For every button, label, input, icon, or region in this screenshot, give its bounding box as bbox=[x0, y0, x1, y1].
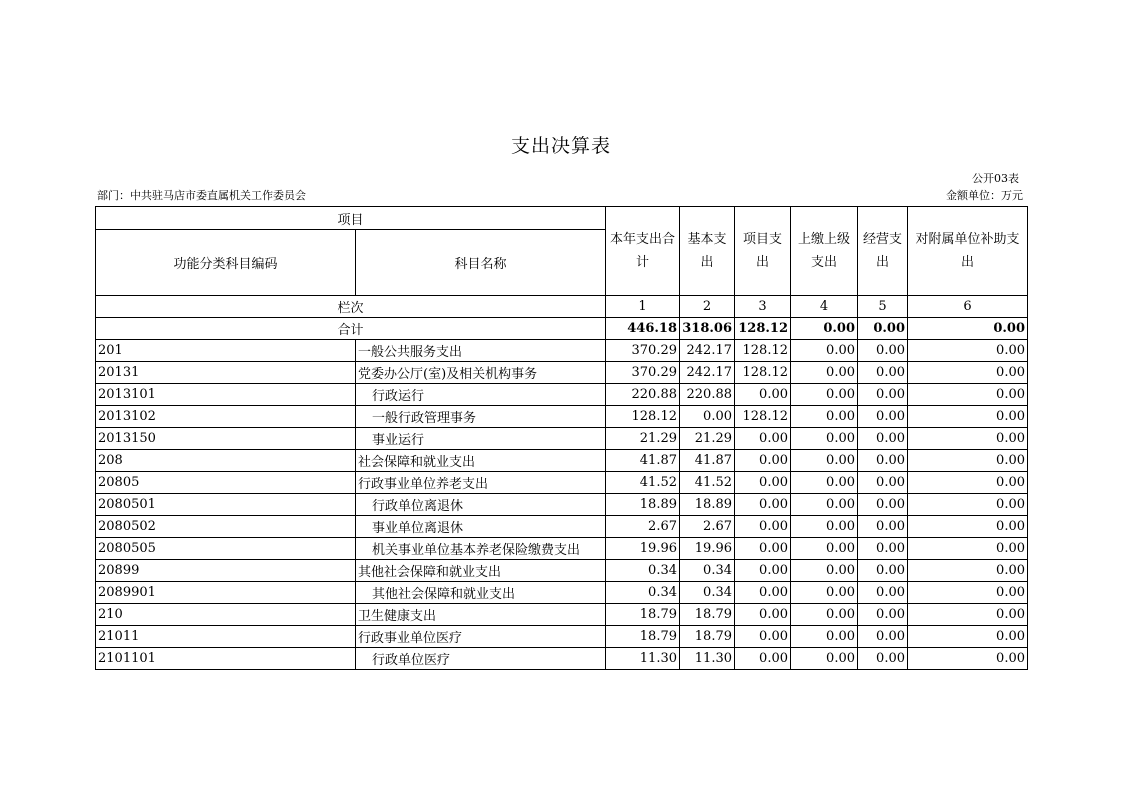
row-code: 2089901 bbox=[96, 582, 356, 604]
header-name: 科目名称 bbox=[356, 230, 606, 296]
row-value: 41.52 bbox=[606, 472, 680, 494]
row-value: 0.00 bbox=[791, 604, 858, 626]
row-value: 128.12 bbox=[735, 340, 791, 362]
row-value: 0.00 bbox=[908, 626, 1028, 648]
header-col-remit: 上缴上级支出 bbox=[791, 207, 858, 296]
row-value: 41.52 bbox=[680, 472, 735, 494]
row-code: 2013102 bbox=[96, 406, 356, 428]
table-row bbox=[96, 384, 1028, 406]
row-value: 242.17 bbox=[680, 340, 735, 362]
row-value: 0.00 bbox=[735, 472, 791, 494]
row-value: 0.00 bbox=[735, 516, 791, 538]
row-name: 行政事业单位养老支出 bbox=[356, 472, 606, 494]
table-row bbox=[96, 428, 1028, 450]
row-code: 2013101 bbox=[96, 384, 356, 406]
form-number: 公开03表 bbox=[972, 172, 1019, 185]
header-col-total: 本年支出合计 bbox=[606, 207, 680, 296]
row-value: 41.87 bbox=[606, 450, 680, 472]
row-value: 128.12 bbox=[606, 406, 680, 428]
row-value: 0.00 bbox=[908, 604, 1028, 626]
row-code: 208 bbox=[96, 450, 356, 472]
unit-label: 金额单位：万元 bbox=[946, 189, 1023, 202]
row-name: 党委办公厅(室)及相关机构事务 bbox=[356, 362, 606, 384]
row-value: 0.00 bbox=[680, 406, 735, 428]
row-value: 0.00 bbox=[858, 362, 908, 384]
row-value: 0.00 bbox=[735, 582, 791, 604]
table-row bbox=[96, 626, 1028, 648]
total-value: 0.00 bbox=[908, 318, 1028, 340]
row-value: 0.00 bbox=[735, 494, 791, 516]
row-value: 0.00 bbox=[908, 428, 1028, 450]
row-value: 18.79 bbox=[680, 626, 735, 648]
row-value: 0.00 bbox=[735, 428, 791, 450]
row-name: 事业单位离退休 bbox=[356, 516, 606, 538]
row-value: 0.00 bbox=[908, 494, 1028, 516]
row-value: 0.00 bbox=[858, 626, 908, 648]
total-value: 0.00 bbox=[791, 318, 858, 340]
table-row bbox=[96, 560, 1028, 582]
row-value: 21.29 bbox=[680, 428, 735, 450]
row-value: 0.00 bbox=[791, 340, 858, 362]
row-code: 21011 bbox=[96, 626, 356, 648]
row-value: 0.00 bbox=[735, 384, 791, 406]
row-value: 0.00 bbox=[791, 582, 858, 604]
row-value: 0.00 bbox=[908, 384, 1028, 406]
row-value: 0.00 bbox=[791, 406, 858, 428]
header-code: 功能分类科目编码 bbox=[96, 230, 356, 296]
row-value: 0.00 bbox=[791, 648, 858, 670]
row-value: 128.12 bbox=[735, 406, 791, 428]
row-value: 11.30 bbox=[680, 648, 735, 670]
row-value: 18.89 bbox=[680, 494, 735, 516]
total-value: 128.12 bbox=[735, 318, 791, 340]
row-value: 0.34 bbox=[606, 582, 680, 604]
row-value: 0.00 bbox=[858, 428, 908, 450]
row-value: 0.00 bbox=[858, 384, 908, 406]
row-value: 0.00 bbox=[908, 582, 1028, 604]
row-value: 0.00 bbox=[791, 472, 858, 494]
row-value: 0.34 bbox=[680, 560, 735, 582]
table-row bbox=[96, 582, 1028, 604]
row-value: 0.00 bbox=[858, 604, 908, 626]
row-value: 0.00 bbox=[858, 516, 908, 538]
row-value: 0.00 bbox=[791, 450, 858, 472]
table-row bbox=[96, 340, 1028, 362]
table-row bbox=[96, 538, 1028, 560]
header-col-subsidy: 对附属单位补助支出 bbox=[908, 207, 1028, 296]
row-value: 0.00 bbox=[908, 560, 1028, 582]
row-value: 41.87 bbox=[680, 450, 735, 472]
row-value: 0.00 bbox=[791, 428, 858, 450]
row-value: 0.00 bbox=[858, 340, 908, 362]
row-value: 0.00 bbox=[791, 538, 858, 560]
row-code: 2080505 bbox=[96, 538, 356, 560]
row-value: 0.00 bbox=[908, 406, 1028, 428]
row-value: 0.00 bbox=[791, 494, 858, 516]
total-label: 合计 bbox=[96, 318, 606, 340]
row-name: 行政单位医疗 bbox=[356, 648, 606, 670]
row-name: 社会保障和就业支出 bbox=[356, 450, 606, 472]
row-name: 行政单位离退休 bbox=[356, 494, 606, 516]
row-code: 2101101 bbox=[96, 648, 356, 670]
row-value: 220.88 bbox=[606, 384, 680, 406]
row-value: 18.79 bbox=[680, 604, 735, 626]
row-code: 20131 bbox=[96, 362, 356, 384]
row-name: 事业运行 bbox=[356, 428, 606, 450]
row-value: 0.00 bbox=[791, 626, 858, 648]
table-row bbox=[96, 494, 1028, 516]
row-value: 0.00 bbox=[791, 560, 858, 582]
row-value: 0.00 bbox=[735, 626, 791, 648]
row-value: 370.29 bbox=[606, 340, 680, 362]
row-value: 0.00 bbox=[858, 560, 908, 582]
row-value: 0.00 bbox=[791, 516, 858, 538]
row-value: 0.34 bbox=[680, 582, 735, 604]
total-value: 0.00 bbox=[858, 318, 908, 340]
table-row bbox=[96, 648, 1028, 670]
table-row bbox=[96, 472, 1028, 494]
row-value: 11.30 bbox=[606, 648, 680, 670]
row-value: 19.96 bbox=[680, 538, 735, 560]
row-value: 370.29 bbox=[606, 362, 680, 384]
row-code: 20899 bbox=[96, 560, 356, 582]
row-value: 0.00 bbox=[858, 472, 908, 494]
row-code: 20805 bbox=[96, 472, 356, 494]
row-value: 2.67 bbox=[606, 516, 680, 538]
header-col-num: 1 bbox=[606, 296, 680, 318]
row-value: 242.17 bbox=[680, 362, 735, 384]
total-value: 318.06 bbox=[680, 318, 735, 340]
header-col-project: 项目支出 bbox=[735, 207, 791, 296]
row-code: 2080501 bbox=[96, 494, 356, 516]
row-value: 0.00 bbox=[908, 516, 1028, 538]
row-value: 0.00 bbox=[908, 362, 1028, 384]
table-row bbox=[96, 362, 1028, 384]
row-value: 0.00 bbox=[858, 538, 908, 560]
row-value: 0.00 bbox=[735, 450, 791, 472]
row-value: 0.00 bbox=[908, 648, 1028, 670]
header-col-num: 5 bbox=[858, 296, 908, 318]
expenditure-table bbox=[95, 206, 1028, 670]
header-col-num: 4 bbox=[791, 296, 858, 318]
row-value: 0.00 bbox=[735, 604, 791, 626]
row-value: 21.29 bbox=[606, 428, 680, 450]
row-value: 0.34 bbox=[606, 560, 680, 582]
row-value: 0.00 bbox=[858, 494, 908, 516]
row-value: 0.00 bbox=[858, 582, 908, 604]
row-value: 0.00 bbox=[908, 340, 1028, 362]
header-col-basic: 基本支出 bbox=[680, 207, 735, 296]
row-value: 2.67 bbox=[680, 516, 735, 538]
row-name: 一般行政管理事务 bbox=[356, 406, 606, 428]
total-row bbox=[96, 318, 1028, 340]
row-name: 行政事业单位医疗 bbox=[356, 626, 606, 648]
row-value: 0.00 bbox=[908, 538, 1028, 560]
row-value: 0.00 bbox=[735, 560, 791, 582]
department-label: 部门：中共驻马店市委直属机关工作委员会 bbox=[97, 189, 306, 202]
row-value: 0.00 bbox=[858, 648, 908, 670]
row-value: 0.00 bbox=[858, 406, 908, 428]
row-value: 18.79 bbox=[606, 604, 680, 626]
table-row bbox=[96, 450, 1028, 472]
header-row-label: 栏次 bbox=[96, 296, 606, 318]
row-value: 19.96 bbox=[606, 538, 680, 560]
row-name: 卫生健康支出 bbox=[356, 604, 606, 626]
row-value: 220.88 bbox=[680, 384, 735, 406]
row-name: 机关事业单位基本养老保险缴费支出 bbox=[356, 538, 606, 560]
header-col-num: 2 bbox=[680, 296, 735, 318]
row-name: 其他社会保障和就业支出 bbox=[356, 560, 606, 582]
row-code: 201 bbox=[96, 340, 356, 362]
row-value: 0.00 bbox=[858, 450, 908, 472]
row-name: 其他社会保障和就业支出 bbox=[356, 582, 606, 604]
row-value: 18.79 bbox=[606, 626, 680, 648]
row-value: 128.12 bbox=[735, 362, 791, 384]
header-col-num: 6 bbox=[908, 296, 1028, 318]
row-code: 2013150 bbox=[96, 428, 356, 450]
row-code: 2080502 bbox=[96, 516, 356, 538]
header-col-business: 经营支出 bbox=[858, 207, 908, 296]
table-row bbox=[96, 604, 1028, 626]
page-title: 支出决算表 bbox=[510, 135, 611, 157]
header-col-num: 3 bbox=[735, 296, 791, 318]
row-value: 0.00 bbox=[908, 450, 1028, 472]
row-code: 210 bbox=[96, 604, 356, 626]
row-value: 18.89 bbox=[606, 494, 680, 516]
row-value: 0.00 bbox=[735, 648, 791, 670]
row-value: 0.00 bbox=[791, 362, 858, 384]
row-value: 0.00 bbox=[791, 384, 858, 406]
row-name: 行政运行 bbox=[356, 384, 606, 406]
total-value: 446.18 bbox=[606, 318, 680, 340]
table-row bbox=[96, 406, 1028, 428]
row-name: 一般公共服务支出 bbox=[356, 340, 606, 362]
row-value: 0.00 bbox=[908, 472, 1028, 494]
header-project: 项目 bbox=[96, 207, 606, 230]
row-value: 0.00 bbox=[735, 538, 791, 560]
table-row bbox=[96, 516, 1028, 538]
